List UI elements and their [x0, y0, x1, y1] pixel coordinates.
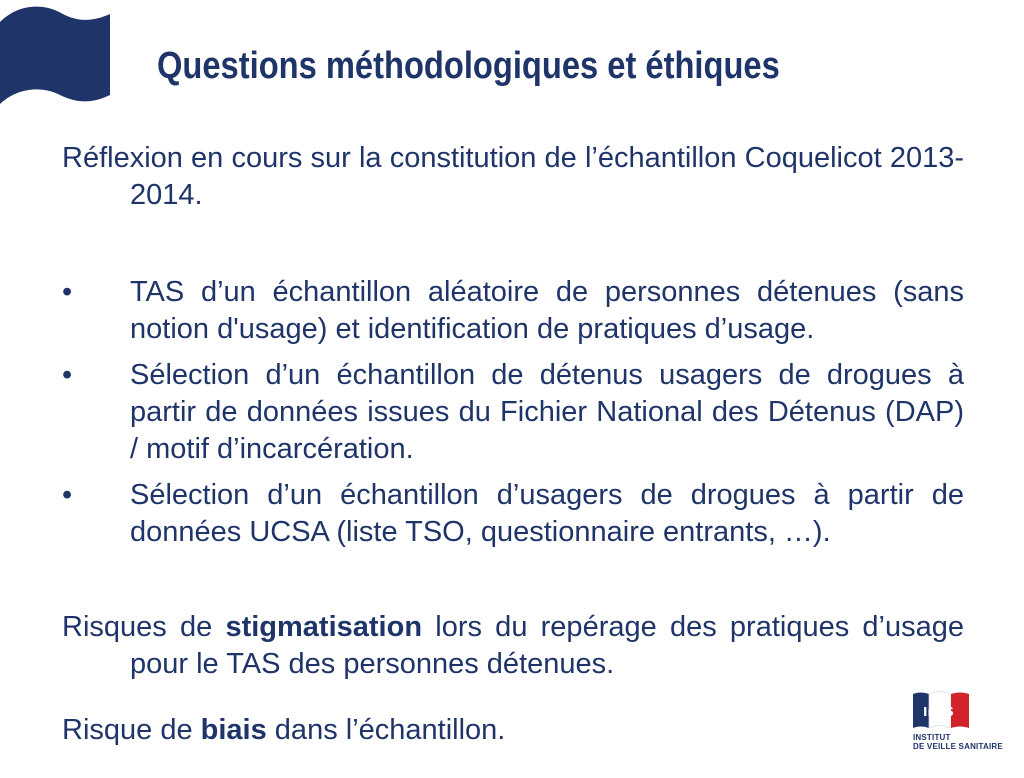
risk1-after-text: lors du repérage des pratiques d’usage pour le TAS des personnes détenues.	[130, 611, 964, 680]
svg-text:InVS: InVS	[923, 705, 954, 719]
bullet-text: Sélection d’un échantillon d’usagers de drogues à partir de données UCSA (liste TSO, questionnaire entrants, …).	[130, 479, 964, 548]
logo-line2: DE VEILLE SANITAIRE	[913, 742, 1003, 751]
risk-paragraph-bias	[62, 712, 964, 749]
paragraph-spacer	[62, 214, 964, 274]
flag-shape-icon	[0, 0, 112, 112]
invs-logo	[913, 690, 1013, 760]
bullet-icon: •	[62, 276, 73, 308]
bullet-text: TAS d’un échantillon aléatoire de personnes détenues (sans notion d'usage) et identification de pratiques d’usage.	[130, 276, 964, 345]
page-title: Questions méthodologiques et éthiques	[157, 45, 780, 87]
bullet-icon: •	[62, 359, 73, 391]
risk2-before-text: Risque de	[62, 714, 201, 746]
bullet-item-2	[62, 357, 964, 468]
risk-paragraph-stigmatisation	[62, 609, 964, 683]
bullet-item-3	[62, 477, 964, 551]
intro-paragraph: Réflexion en cours sur la constitution de l’échantillon Coquelicot 2013-2014.	[62, 142, 964, 211]
risk2-after-text: dans l’échantillon.	[266, 714, 506, 746]
bullet-item-1	[62, 274, 964, 348]
invs-logo-icon	[913, 690, 969, 730]
bullet-icon: •	[62, 479, 73, 511]
bullet-text: Sélection d’un échantillon de détenus usagers de drogues à partir de données issues du Fichier National des Détenus (DAP) / motif d’incarcération.	[130, 359, 964, 465]
slide-body	[62, 140, 964, 778]
risk2-bold-text: biais	[200, 714, 267, 746]
risk1-bold-text: stigmatisation	[225, 611, 423, 643]
risk1-before-text: Risques de	[62, 611, 226, 643]
logo-line1: INSTITUT	[913, 733, 951, 742]
